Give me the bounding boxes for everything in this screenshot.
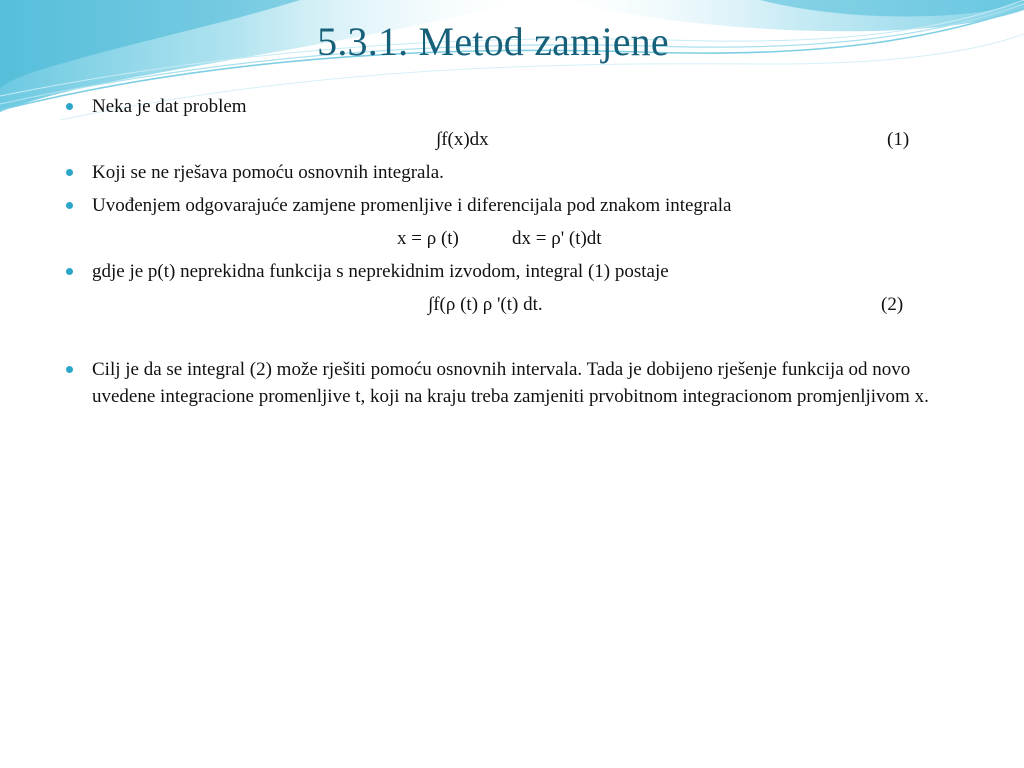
substitution-dx: dx = ρ' (t)dt	[512, 228, 602, 249]
bullet-dot	[66, 169, 73, 176]
bullet-text: gdje je p(t) neprekidna funkcija s neprekidnim izvodom, integral (1) postaje	[92, 261, 669, 282]
substitution-x: x = ρ (t)	[397, 228, 459, 249]
bullet-dot	[66, 268, 73, 275]
formula-2-number: (2)	[881, 294, 904, 315]
bullet-text: Neka je dat problem	[92, 96, 247, 117]
formula-2: ∫f(ρ (t) ρ '(t) dt.	[428, 294, 543, 315]
bullet-dot	[66, 103, 73, 110]
slide-title: 5.3.1. Metod zamjene	[317, 19, 669, 64]
bullet-text: Cilj je da se integral (2) može rješiti pomoću osnovnih intervala. Tada je dobijeno rješenje funkcija od novo uvedene integracione promenljive t, koji na kraju treba zamjeniti prvobitnom integracionom promjenljivom x.	[92, 359, 929, 407]
bullet-dot	[66, 202, 73, 209]
formula-1: ∫f(x)dx	[436, 129, 489, 150]
bullet-dot	[66, 366, 73, 373]
bullet-text: Uvođenjem odgovarajuće zamjene promenljive i diferencijala pod znakom integrala	[92, 195, 732, 216]
bullet-text: Koji se ne rješava pomoću osnovnih integrala.	[92, 162, 444, 183]
formula-1-number: (1)	[887, 129, 910, 150]
